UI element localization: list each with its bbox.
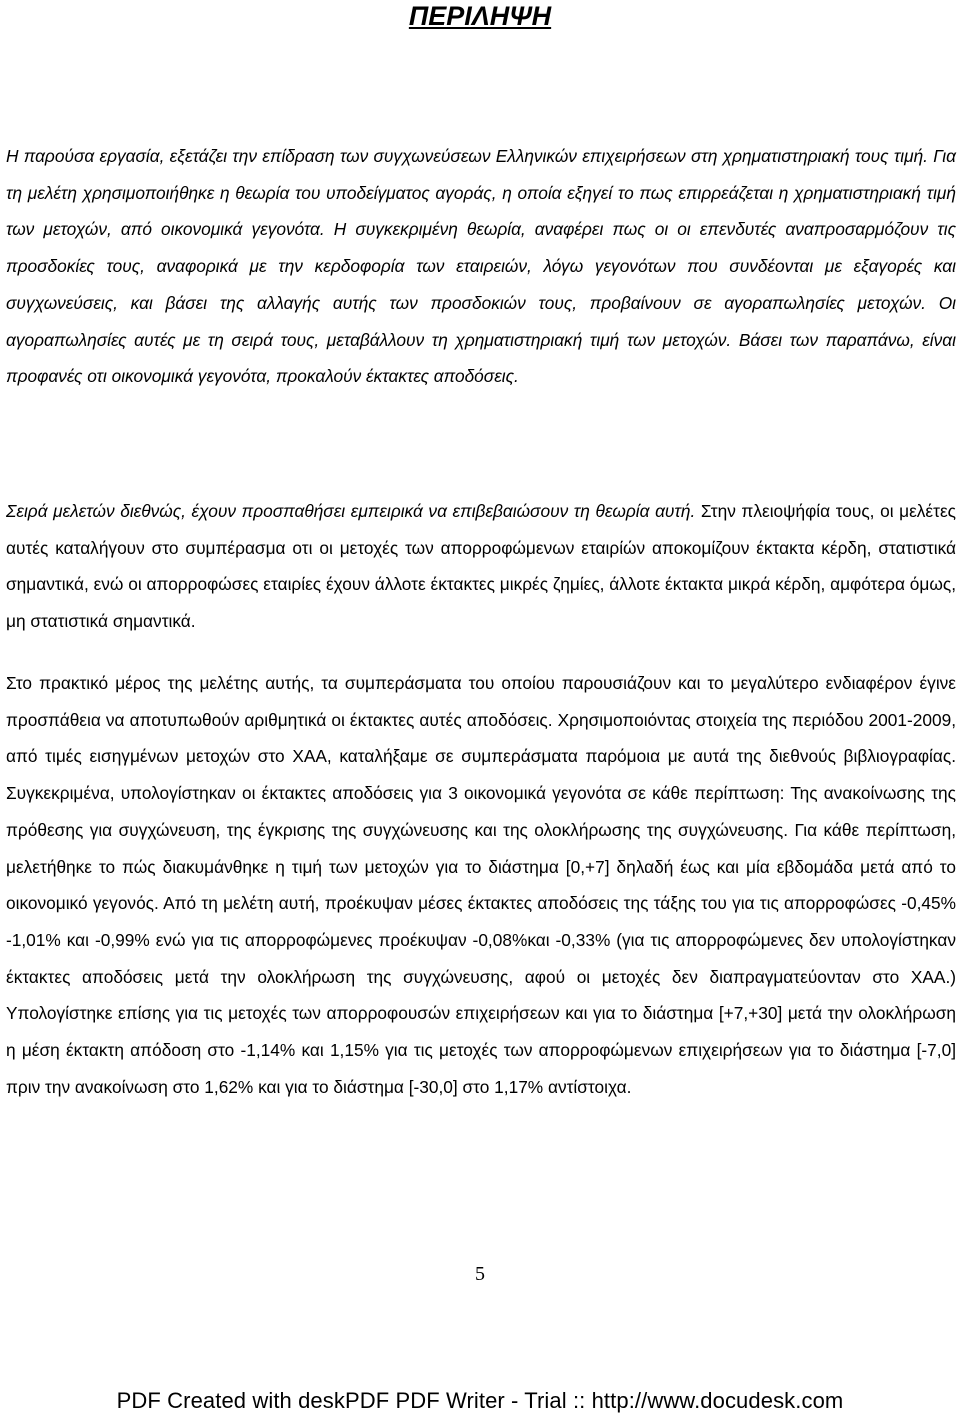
page-number: 5 (475, 1263, 485, 1285)
pdf-watermark-footer: PDF Created with deskPDF PDF Writer - Trial :: http://www.docudesk.com (116, 1388, 844, 1413)
paragraph-intro: Η παρούσα εργασία, εξετάζει την επίδραση των συγχωνεύσεων Ελληνικών επιχειρήσεων στη χρηματιστηριακή τους τιμή. Για τη μελέτη χρησιμοποιήθηκε η θεωρία του υποδείγματος αγοράς, η οποία εξηγεί το πως επιρρεάζεται η χρηματιστηριακή τιμή των μετοχών, από οικονομικά γεγονότα. Η συγκεκριμένη θεωρία, αναφέρει πως οι οι επενδυτές αναπροσαρμόζουν τις προσδοκίες τους, αναφορικά με την κερδοφορία των εταιρειών, λόγω γεγονότων που συνδέονται με εξαγορές και συγχωνεύσεις, και βάσει της αλλαγής αυτής των προσδοκιών τους, προβαίνουν σε αγοραπωλησίες μετοχών. Οι αγοραπωλησίες αυτές με τη σειρά τους, μεταβάλλουν τη χρηματιστηριακή τιμή των μετοχών. Βάσει των παραπάνω, είναι προφανές οτι οικονομικά γεγονότα, προκαλούν έκτακτες αποδόσεις. (6, 146, 956, 387)
page-title: ΠΕΡΙΛΗΨΗ (408, 1, 552, 31)
paragraph-literature-italic: Σειρά μελετών διεθνώς, έχουν προσπαθήσει εμπειρικά να επιβεβαιώσουν τη θεωρία αυτή. (6, 501, 696, 521)
paragraph-literature-normal: Στην πλειοψήφία τους, οι μελέτες αυτές καταλήγουν στο συμπέρασμα οτι οι μετοχές των απορροφώμενων εταιρίών αποκομίζουν έκτακτα κέρδη, στατιστικά σημαντικά, ενώ οι απορροφώσες εταιρίες έχουν άλλοτε έκτακτες μικρές ζημίες, άλλοτε έκτακτα μικρά κέρδη, αμφότερα όμως, μη στατιστικά σημαντικά. (6, 501, 956, 632)
paragraph-literature (6, 493, 956, 640)
paragraph-findings: Στο πρακτικό μέρος της μελέτης αυτής, τα συμπεράσματα του οποίου παρουσιάζουν και το μεγαλύτερο ενδιαφέρον έγινε προσπάθεια να αποτυπωθούν αριθμητικά οι έκτακτες αυτές αποδόσεις. Χρησιμοποιόντας στοιχεία της περιόδου 2001-2009, από τιμές εισηγμένων μετοχών στο ΧΑΑ, καταλήξαμε σε συμπεράσματα παρόμοια με αυτά της διεθνούς βιβλιογραφίας. Συγκεκριμένα, υπολογίστηκαν οι έκτακτες αποδόσεις για 3 οικονομικά γεγονότα σε κάθε περίπτωση: Της ανακοίνωσης της πρόθεσης για συγχώνευση, της έγκρισης της συγχώνευσης και της ολοκλήρωσης της συγχώνευσης. Για κάθε περίπτωση, μελετήθηκε το πώς διακυμάνθηκε η τιμή των μετοχών για το διάστημα [0,+7] δηλαδή έως και μία εβδομάδα μετά από το οικονομικό γεγονός. Από τη μελέτη αυτή, προέκυψαν μέσες έκτακτες αποδόσεις της τάξης του για τις απορροφώσες -0,45% -1,01% και -0,99% ενώ για τις απορροφώμενες προέκυψαν -0,08%και -0,33% (για τις απορροφώμενες δεν υπολογίστηκαν έκτακτες αποδόσεις μετά την ολοκλήρωση της συγχώνευσης, αφού οι μετοχές δεν διαπραγματεύονταν στο ΧΑΑ.) Υπολογίστηκε επίσης για τις μετοχές των απορροφουσών επιχειρήσεων και για το διάστημα [+7,+30] μετά την ολοκλήρωση η μέση έκτακτη απόδοση στο -1,14% και 1,15% για τις μετοχές των απορροφώμενων επιχειρήσεων για το διάστημα [-7,0] πριν την ανακοίνωση στο 1,62% και για το διάστημα [-30,0] στο 1,17% αντίστοιχα. (6, 673, 956, 1097)
